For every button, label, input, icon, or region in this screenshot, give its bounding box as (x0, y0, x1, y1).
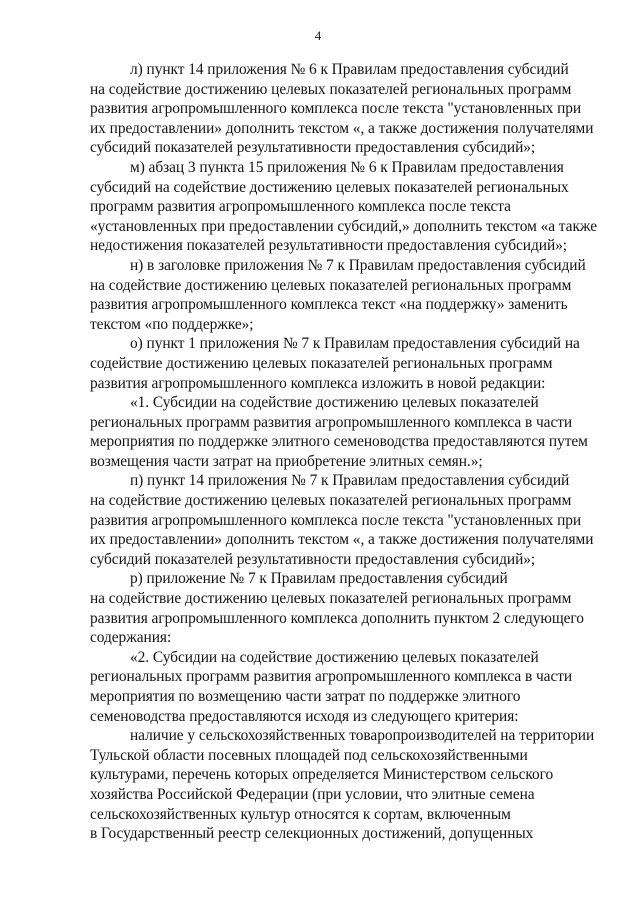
paragraph-r: р) приложение № 7 к Правилам предоставления субсидий на содействие достижению целевых показателей региональных программ развития агропромышленного комплекса дополнить пунктом 2 следующего содержания: (90, 570, 584, 647)
paragraph-l: л) пункт 14 приложения № 6 к Правилам предоставления субсидий на содействие достижению целевых показателей региональных программ развития агропромышленного комплекса после текста "установленных при их предоставлении» дополнить текстом «, а также достижения получателями субсидий показателей результативности предоставления субсидий»; (90, 61, 594, 157)
page-number: 4 (314, 28, 322, 43)
paragraph-r-quote: «2. Субсидии на содействие достижению целевых показателей региональных программ развития агропромышленного комплекса в части мероприятия по возмещению части затрат по поддержке элитного семеноводства предоставляются исходя из следующего критерия: (90, 648, 573, 725)
paragraph-o: о) пункт 1 приложения № 7 к Правилам предоставления субсидий на содействие достижению целевых показателей региональных программ развития агропромышленного комплекса изложить в новой редакции: (90, 335, 580, 392)
paragraph-m: м) абзац 3 пункта 15 приложения № 6 к Правилам предоставления субсидий на содействие достижению целевых показателей региональных программ развития агропромышленного комплекса после текста «установленных при предоставлении субсидий,» дополнить текстом «а также недостижения показателей результативности предоставления субсидий»; (90, 158, 598, 255)
document-body (90, 60, 600, 844)
paragraph-n: н) в заголовке приложения № 7 к Правилам предоставления субсидий на содействие достижению целевых показателей региональных программ развития агропромышленного комплекса текст «на поддержку» заменить текстом «по поддержке»; (90, 256, 586, 333)
paragraph-criterion: наличие у сельскохозяйственных товаропроизводителей на территории Тульской области посевных площадей под сельскохозяйственными культурами, перечень которых определяется Министерством сельского хозяйства Российской Федерации (при условии, что элитные семена сельскохозяйственных культур относятся к сортам, включенным в Государственный реестр селекционных достижений, допущенных (90, 727, 595, 843)
paragraph-o-quote: «1. Субсидии на содействие достижению целевых показателей региональных программ развития агропромышленного комплекса в части мероприятия по поддержке элитного семеноводства предоставляются путем возмещения части затрат на приобретение элитных семян.»; (90, 394, 588, 470)
paragraph-p: п) пункт 14 приложения № 7 к Правилам предоставления субсидий на содействие достижению целевых показателей региональных программ развития агропромышленного комплекса после текста "установленных при их предоставлении» дополнить текстом «, а также достижения получателями субсидий показателей результативности предоставления субсидий»; (90, 472, 594, 568)
